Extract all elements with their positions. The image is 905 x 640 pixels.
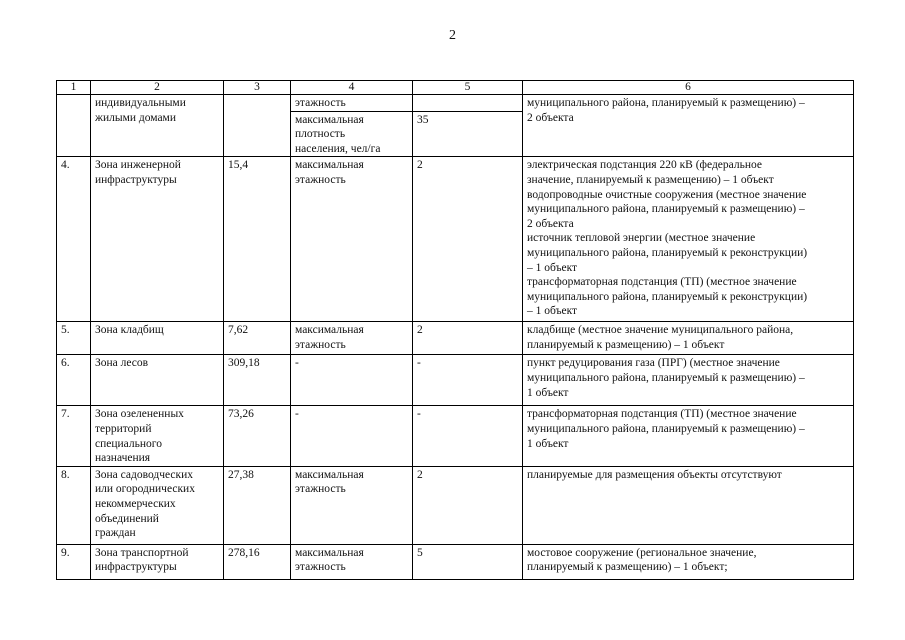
parameter-name: максимальная этажность	[291, 157, 413, 322]
planned-objects: пункт редуцирования газа (ПРГ) (местное значение муниципального района, планируемый к размещению) – 1 объект	[523, 355, 854, 406]
zone-name: Зона кладбищ	[91, 322, 224, 355]
row-number: 8.	[57, 466, 91, 544]
planned-objects: мостовое сооружение (региональное значение, планируемый к размещению) – 1 объект;	[523, 544, 854, 579]
parameter-value: 2	[413, 322, 523, 355]
row-number: 6.	[57, 355, 91, 406]
zone-area: 278,16	[224, 544, 291, 579]
row-number: 5.	[57, 322, 91, 355]
zones-table	[56, 80, 854, 580]
parameter-name: максимальная этажность	[291, 322, 413, 355]
column-number: 2	[91, 81, 224, 95]
row-number: 9.	[57, 544, 91, 579]
planned-objects: электрическая подстанция 220 кВ (федеральное значение, планируемый к размещению) – 1 объект водопроводные очистные сооружения (местное значение муниципального района, планируемый к размещению) – 2 объекта источник тепловой энергии (местное значение муниципального района, планируемый к реконструкции) – 1 объект трансформаторная подстанция (ТП) (местное значение муниципального района, планируемый к реконструкции) – 1 объект	[523, 157, 854, 322]
zone-name: Зона инженерной инфраструктуры	[91, 157, 224, 322]
table-row	[57, 544, 854, 579]
row-number	[57, 95, 91, 157]
table-row	[57, 406, 854, 466]
parameter-value: 2	[413, 466, 523, 544]
zone-name: индивидуальными жилыми домами	[91, 95, 224, 157]
column-number: 6	[523, 81, 854, 95]
zone-area: 309,18	[224, 355, 291, 406]
table-row	[57, 157, 854, 322]
column-number: 1	[57, 81, 91, 95]
parameter-value	[413, 95, 523, 112]
parameter-value: 2	[413, 157, 523, 322]
parameter-name: максимальная плотность населения, чел/га	[291, 111, 413, 157]
parameter-name: -	[291, 406, 413, 466]
table-row	[57, 466, 854, 544]
parameter-name: этажность	[291, 95, 413, 112]
column-numbers-row	[57, 81, 854, 95]
table-row	[57, 355, 854, 406]
column-number: 5	[413, 81, 523, 95]
parameter-name: -	[291, 355, 413, 406]
table-row	[57, 322, 854, 355]
planned-objects: муниципального района, планируемый к размещению) – 2 объекта	[523, 95, 854, 157]
parameter-name: максимальная этажность	[291, 544, 413, 579]
parameter-value: -	[413, 406, 523, 466]
parameter-value: 5	[413, 544, 523, 579]
zone-area: 73,26	[224, 406, 291, 466]
planned-objects: планируемые для размещения объекты отсутствуют	[523, 466, 854, 544]
zone-area: 27,38	[224, 466, 291, 544]
zone-name: Зона лесов	[91, 355, 224, 406]
parameter-value: -	[413, 355, 523, 406]
planned-objects: кладбище (местное значение муниципального района, планируемый к размещению) – 1 объект	[523, 322, 854, 355]
page-number: 2	[449, 28, 456, 43]
column-number: 4	[291, 81, 413, 95]
zone-area	[224, 95, 291, 157]
row-number: 7.	[57, 406, 91, 466]
parameter-value: 35	[413, 111, 523, 157]
zone-area: 15,4	[224, 157, 291, 322]
zone-name: Зона садоводческих или огороднических некоммерческих объединений граждан	[91, 466, 224, 544]
table-row	[57, 95, 854, 112]
zone-area: 7,62	[224, 322, 291, 355]
planned-objects: трансформаторная подстанция (ТП) (местное значение муниципального района, планируемый к размещению) – 1 объект	[523, 406, 854, 466]
parameter-name: максимальная этажность	[291, 466, 413, 544]
zone-name: Зона транспортной инфраструктуры	[91, 544, 224, 579]
zone-name: Зона озелененных территорий специального назначения	[91, 406, 224, 466]
column-number: 3	[224, 81, 291, 95]
row-number: 4.	[57, 157, 91, 322]
